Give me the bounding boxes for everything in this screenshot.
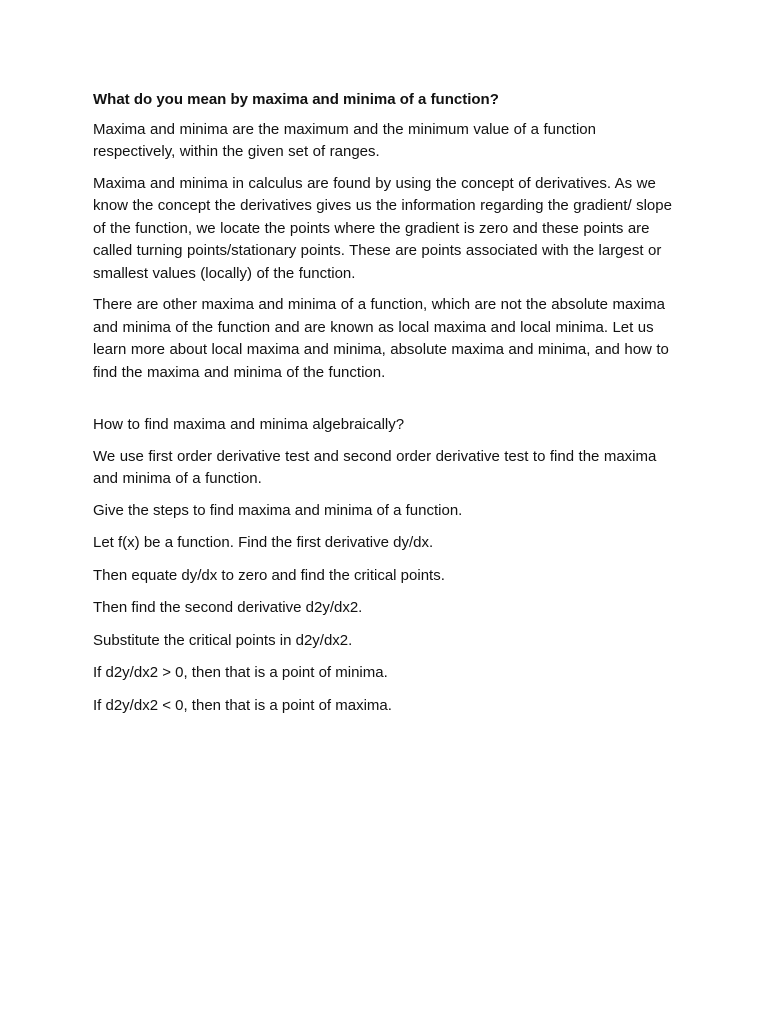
- step-1: Let f(x) be a function. Find the first derivative dy/dx.: [93, 534, 434, 551]
- section2-answer: We use first order derivative test and second order derivative test to find the maxima and minima of a function.: [93, 447, 657, 487]
- step-3: Then find the second derivative d2y/dx2.: [93, 599, 363, 616]
- section3-question: Give the steps to find maxima and minima of a function.: [93, 501, 463, 519]
- section2-question: How to find maxima and minima algebraically?: [93, 416, 405, 433]
- step-4: Substitute the critical points in d2y/dx2.: [93, 631, 353, 649]
- section1-paragraph-1: Maxima and minima are the maximum and the minimum value of a function respectively, within the given set of ranges.: [93, 120, 596, 160]
- step-6: If d2y/dx2 < 0, then that is a point of maxima.: [93, 696, 392, 714]
- section1-paragraph-2: Maxima and minima in calculus are found by using the concept of derivatives. As we know the concept the derivatives gives us the information regarding the gradient/ slope of the function, we locate the points where the gradient is zero and these points are called turning points/stationary points. These are points associated with the largest or smallest values (locally) of the function.: [93, 174, 672, 282]
- step-2: Then equate dy/dx to zero and find the critical points.: [93, 566, 445, 584]
- section1-heading: What do you mean by maxima and minima of a function?: [93, 91, 499, 108]
- step-5: If d2y/dx2 > 0, then that is a point of minima.: [93, 664, 388, 681]
- section1-paragraph-3: There are other maxima and minima of a function, which are not the absolute maxima and minima of the function and are known as local maxima and local minima. Let us learn more about local maxima and minima, absolute maxima and minima, and how to find the maxima and minima of the function.: [93, 296, 669, 381]
